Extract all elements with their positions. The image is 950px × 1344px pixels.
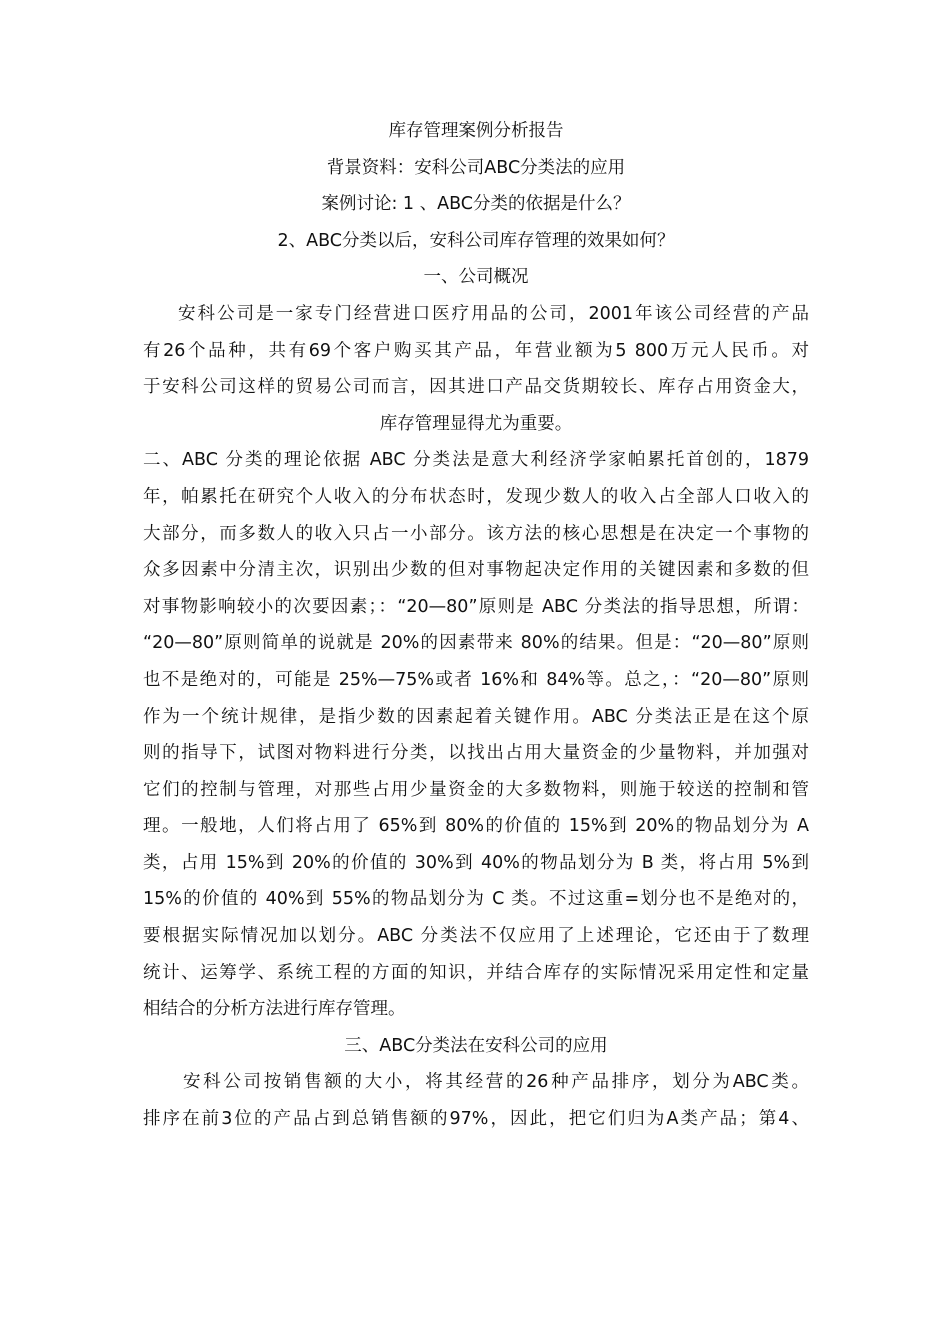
section-2-line: 类，占用 15%到 20%的价值的 30%到 40%的物品划分为 B 类，将占用 5%到 <box>143 852 809 873</box>
section-3-heading: 三、ABC分类法在安科公司的应用 <box>344 1035 608 1056</box>
section-1-line: 安科公司是一家专门经营进口医疗用品的公司，2001年该公司经营的产品 <box>178 303 809 324</box>
section-2-line: 也不是绝对的，可能是 25%—75%或者 16%和 84%等。总之，：“20—80”原则 <box>143 669 809 690</box>
section-2-line: 对事物影响较小的次要因素；：“20—80”原则是 ABC 分类法的指导思想，所谓： <box>143 596 809 617</box>
section-2-line: 年，帕累托在研究个人收入的分布状态时，发现少数人的收入占全部人口收入的 <box>143 486 809 507</box>
section-2-line: 它们的控制与管理，对那些占用少量资金的大多数物料，则施于较送的控制和管 <box>143 779 809 800</box>
discussion-question-1: 案例讨论: 1 、ABC分类的依据是什么？ <box>321 194 631 215</box>
section-1-line: 库存管理显得尤为重要。 <box>379 413 573 434</box>
section-2-line: 理。一般地，人们将占用了 65%到 80%的价值的 15%到 20%的物品划分为 A <box>143 816 809 837</box>
section-2-line: 大部分，而多数人的收入只占一小部分。该方法的核心思想是在决定一个事物的 <box>143 523 809 544</box>
section-1-line: 于安科公司这样的贸易公司而言，因其进口产品交货期较长、库存占用资金大， <box>143 377 809 398</box>
section-2-line: 相结合的分析方法进行库存管理。 <box>143 999 406 1020</box>
document-title: 库存管理案例分析报告 <box>388 121 564 141</box>
section-3-line: 排序在前3位的产品占到总销售额的97%，因此，把它们归为A类产品；第4、 <box>143 1109 809 1130</box>
section-2-line: 要根据实际情况加以划分。ABC 分类法不仅应用了上述理论，它还由于了数理 <box>143 926 809 947</box>
section-1-line: 有26个品种，共有69个客户购买其产品，年营业额为5 800万元人民币。对 <box>143 340 809 361</box>
background-line: 背景资料：安科公司ABC分类法的应用 <box>326 157 626 178</box>
section-3-line: 安科公司按销售额的大小，将其经营的26种产品排序，划分为ABC类。 <box>183 1072 809 1093</box>
section-2-line: 15%的价值的 40%到 55%的物品划分为 C 类。不过这重=划分也不是绝对的， <box>143 889 809 910</box>
section-2-line: 作为一个统计规律，是指少数的因素起着关键作用。ABC 分类法正是在这个原 <box>143 706 809 727</box>
section-2-line: “20—80”原则简单的说就是 20%的因素带来 80%的结果。但是：“20—80”原则 <box>143 633 809 654</box>
section-1-heading: 一、公司概况 <box>423 267 529 288</box>
section-2-line: 二、ABC 分类的理论依据 ABC 分类法是意大利经济学家帕累托首创的，1879 <box>143 450 809 471</box>
section-2-line: 统计、运筹学、系统工程的方面的知识，并结合库存的实际情况采用定性和定量 <box>143 962 809 983</box>
section-2-line: 众多因素中分清主次，识别出少数的但对事物起决定作用的关键因素和多数的但 <box>143 560 809 581</box>
document-page <box>143 113 809 1138</box>
discussion-question-2: 2、ABC分类以后，安科公司库存管理的效果如何？ <box>277 230 675 251</box>
section-2-line: 则的指导下，试图对物料进行分类，以找出占用大量资金的少量物料，并加强对 <box>143 743 809 764</box>
